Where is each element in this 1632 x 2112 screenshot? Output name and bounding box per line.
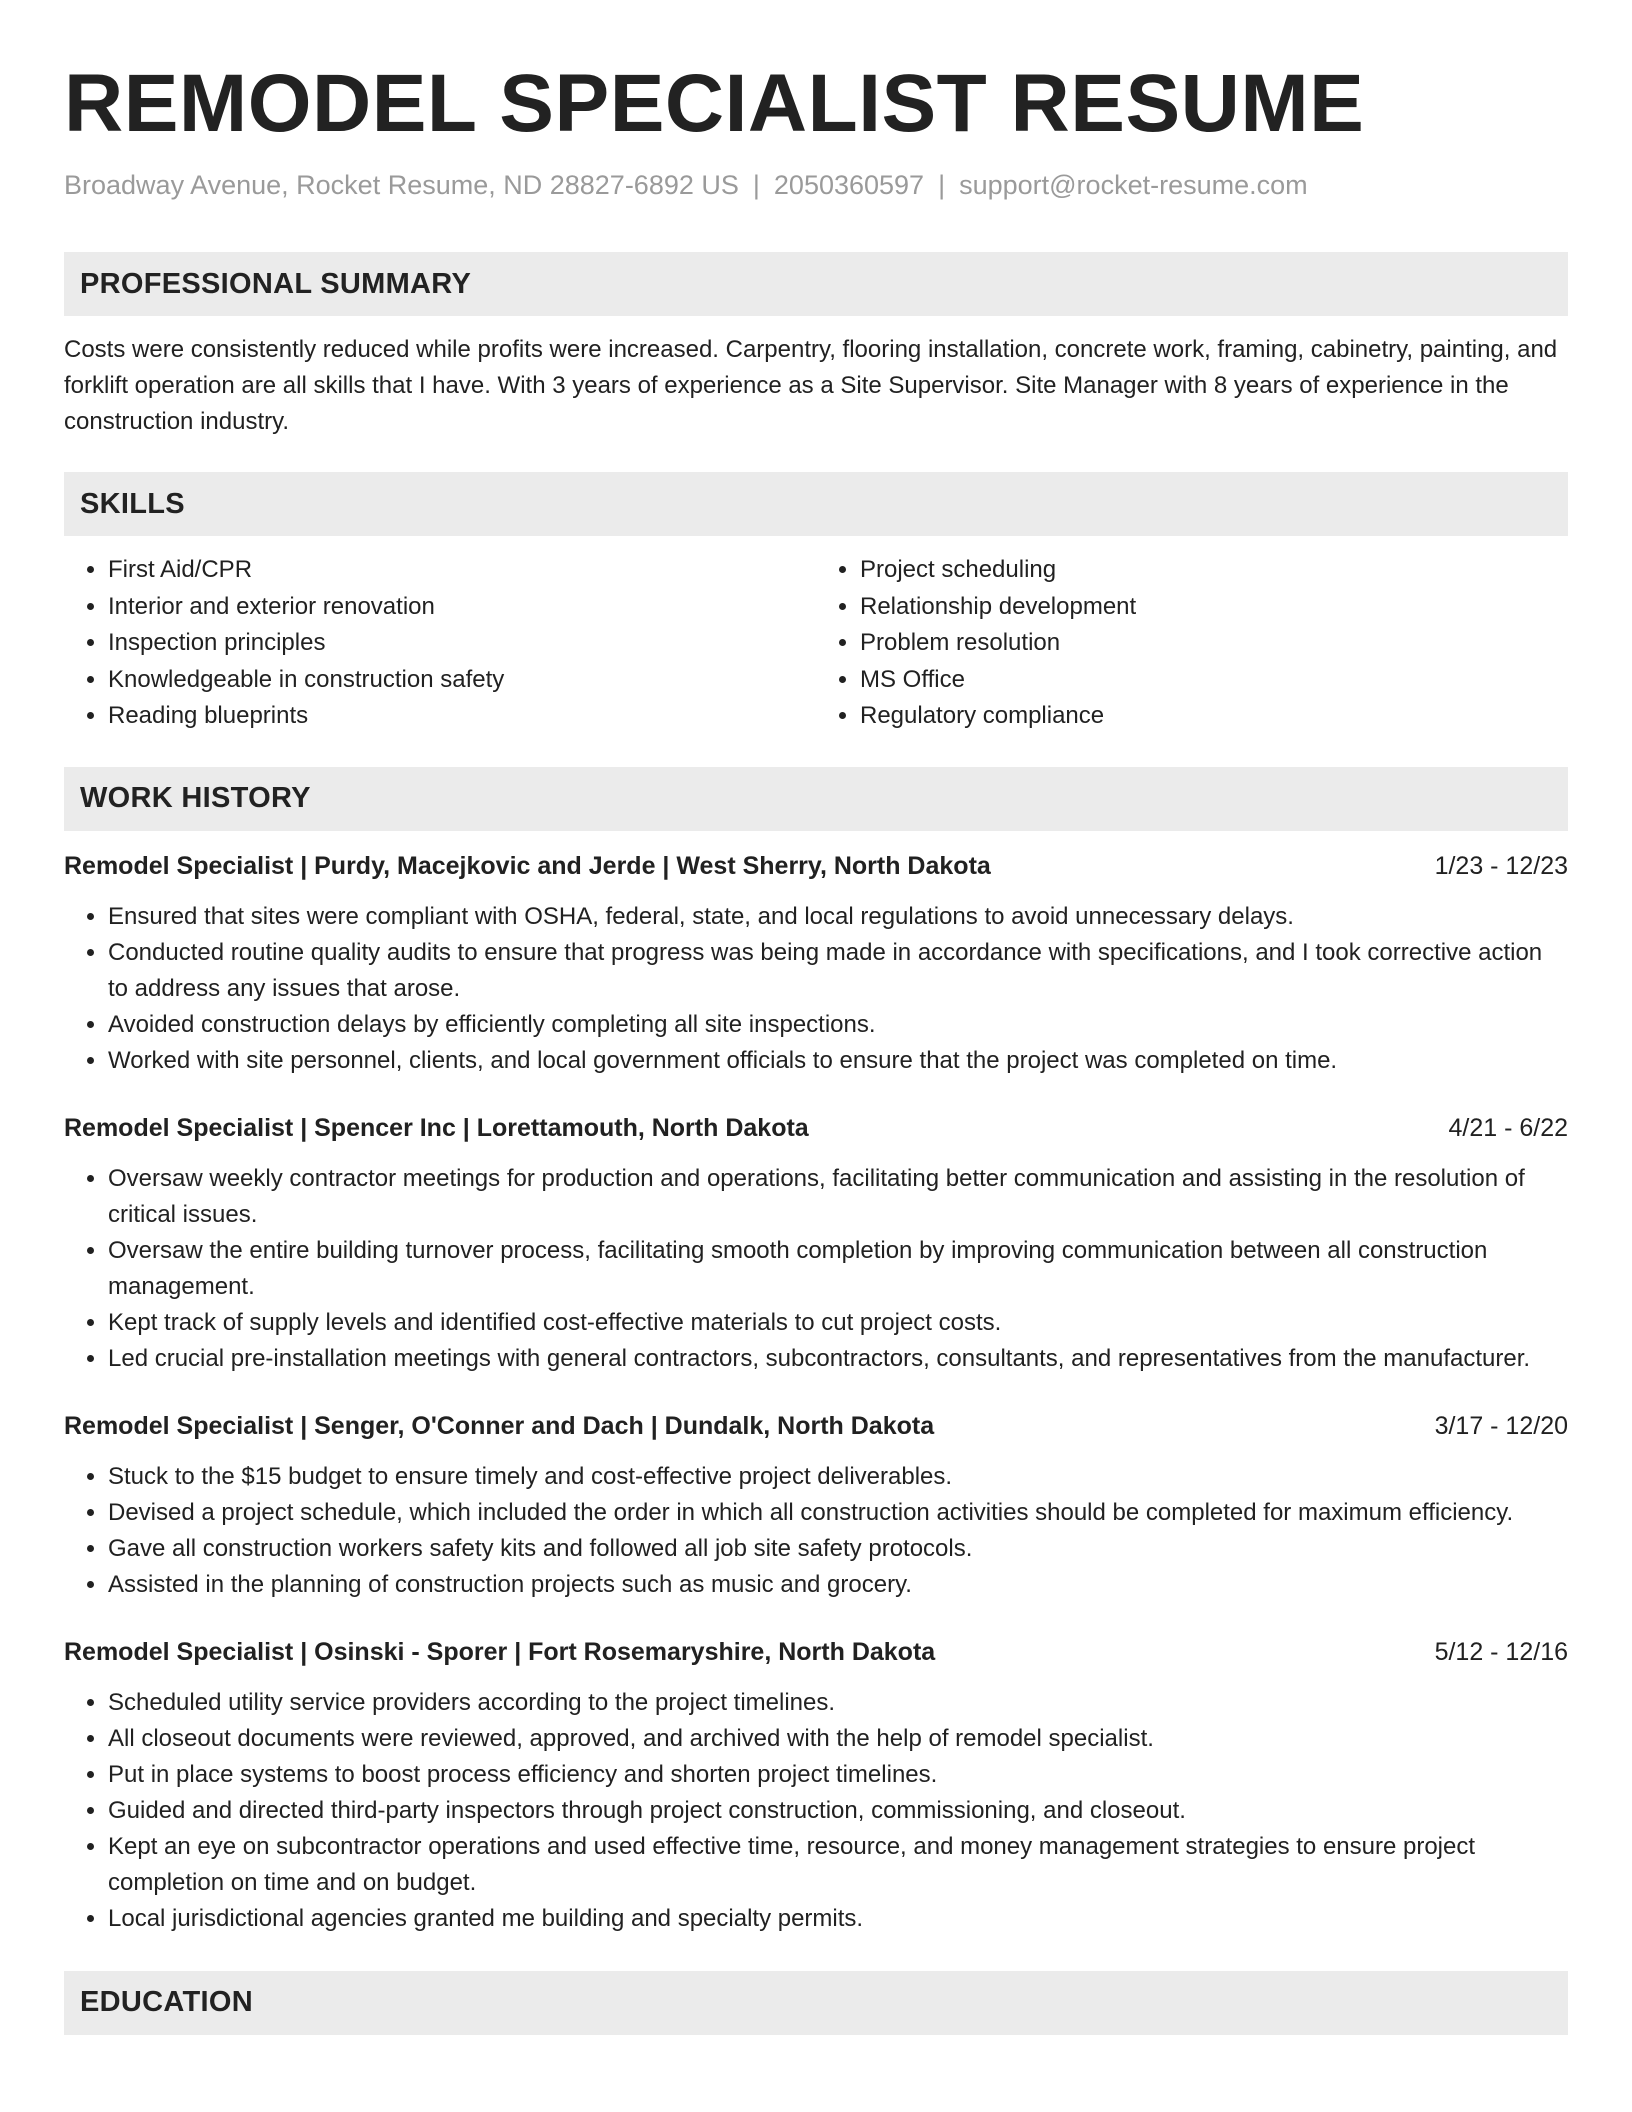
job-bullet: • All closeout documents were reviewed, approved, and archived with the help of remodel specialist. bbox=[108, 1721, 1568, 1757]
skill-item: • First Aid/CPR bbox=[108, 552, 816, 589]
job-bullet: • Ensured that sites were compliant with OSHA, federal, state, and local regulations to avoid unnecessary delays. bbox=[108, 899, 1568, 935]
skill-item: • Project scheduling bbox=[860, 552, 1568, 589]
contact-separator: | bbox=[938, 170, 946, 200]
resume-title: REMODEL SPECIALIST RESUME bbox=[64, 58, 1365, 149]
skill-item: • Relationship development bbox=[860, 589, 1568, 626]
job-bullet: • Gave all construction workers safety kits and followed all job site safety protocols. bbox=[108, 1531, 1568, 1567]
job-dates: 3/17 - 12/20 bbox=[1434, 1411, 1568, 1440]
skills-column-right bbox=[816, 552, 1568, 735]
job-bullet: • Led crucial pre-installation meetings with general contractors, subcontractors, consultants, and representatives from the manufacturer. bbox=[108, 1341, 1568, 1377]
contact-email: support@rocket-resume.com bbox=[959, 170, 1308, 200]
job-bullet: • Avoided construction delays by efficiently completing all site inspections. bbox=[108, 1007, 1568, 1043]
job-bullet: • Stuck to the $15 budget to ensure timely and cost-effective project deliverables. bbox=[108, 1459, 1568, 1495]
skill-item: • Reading blueprints bbox=[108, 698, 816, 735]
job-bullet: • Oversaw the entire building turnover process, facilitating smooth completion by improving communication between all construction management. bbox=[108, 1233, 1568, 1305]
contact-address: Broadway Avenue, Rocket Resume, ND 28827-6892 US bbox=[64, 170, 739, 200]
job-dates: 5/12 - 12/16 bbox=[1434, 1637, 1568, 1666]
skill-item: • MS Office bbox=[860, 662, 1568, 699]
resume-page bbox=[64, 0, 1568, 2035]
job-header bbox=[64, 1111, 1568, 1145]
section-header-skills: SKILLS bbox=[64, 472, 1568, 536]
skill-item: • Inspection principles bbox=[108, 625, 816, 662]
section-header-summary: PROFESSIONAL SUMMARY bbox=[64, 252, 1568, 316]
job-title: Remodel Specialist | Spencer Inc | Lorettamouth, North Dakota bbox=[64, 1113, 809, 1142]
skills-column-left bbox=[64, 552, 816, 735]
job-entry bbox=[64, 1409, 1568, 1603]
job-header bbox=[64, 1635, 1568, 1669]
job-bullet: • Guided and directed third-party inspectors through project construction, commissioning, and closeout. bbox=[108, 1793, 1568, 1829]
job-bullet: • Worked with site personnel, clients, and local government officials to ensure that the project was completed on time. bbox=[108, 1043, 1568, 1079]
job-title: Remodel Specialist | Senger, O'Conner and Dach | Dundalk, North Dakota bbox=[64, 1411, 935, 1440]
job-title: Remodel Specialist | Osinski - Sporer | Fort Rosemaryshire, North Dakota bbox=[64, 1637, 936, 1666]
job-bullet: • Oversaw weekly contractor meetings for production and operations, facilitating better communication and assisting in the resolution of critical issues. bbox=[108, 1161, 1568, 1233]
job-bullet: • Kept track of supply levels and identified cost-effective materials to cut project costs. bbox=[108, 1305, 1568, 1341]
skill-item: • Knowledgeable in construction safety bbox=[108, 662, 816, 699]
job-bullet: • Put in place systems to boost process efficiency and shorten project timelines. bbox=[108, 1757, 1568, 1793]
skill-item: • Interior and exterior renovation bbox=[108, 589, 816, 626]
job-bullet: • Assisted in the planning of construction projects such as music and grocery. bbox=[108, 1567, 1568, 1603]
skills-list bbox=[64, 552, 1568, 735]
job-title: Remodel Specialist | Purdy, Macejkovic and Jerde | West Sherry, North Dakota bbox=[64, 851, 991, 880]
job-dates: 4/21 - 6/22 bbox=[1448, 1113, 1568, 1142]
job-header bbox=[64, 1409, 1568, 1443]
section-header-work-history: WORK HISTORY bbox=[64, 767, 1568, 831]
job-header bbox=[64, 849, 1568, 883]
job-bullet: • Scheduled utility service providers according to the project timelines. bbox=[108, 1685, 1568, 1721]
skill-item: • Regulatory compliance bbox=[860, 698, 1568, 735]
job-bullet: • Kept an eye on subcontractor operations and used effective time, resource, and money management strategies to ensure project completion on time and on budget. bbox=[108, 1829, 1568, 1901]
contact-line bbox=[64, 168, 1568, 202]
summary-text: Costs were consistently reduced while profits were increased. Carpentry, flooring installation, concrete work, framing, cabinetry, painting, and forklift operation are all skills that I have. With 3 years of experience as a Site Supervisor. Site Manager with 8 years of experience in the construction industry. bbox=[64, 336, 1558, 435]
section-header-education: EDUCATION bbox=[64, 1971, 1568, 2035]
job-bullet: • Local jurisdictional agencies granted me building and specialty permits. bbox=[108, 1901, 1568, 1937]
job-bullets bbox=[64, 899, 1568, 1079]
job-bullet: • Devised a project schedule, which included the order in which all construction activities should be completed for maximum efficiency. bbox=[108, 1495, 1568, 1531]
job-bullets bbox=[64, 1459, 1568, 1603]
job-bullets bbox=[64, 1161, 1568, 1377]
contact-phone: 2050360597 bbox=[773, 170, 925, 200]
job-bullets bbox=[64, 1685, 1568, 1937]
skill-item: • Problem resolution bbox=[860, 625, 1568, 662]
job-entry bbox=[64, 849, 1568, 1079]
job-bullet: • Conducted routine quality audits to ensure that progress was being made in accordance with specifications, and I took corrective action to address any issues that arose. bbox=[108, 935, 1568, 1007]
job-entry bbox=[64, 1635, 1568, 1937]
job-entry bbox=[64, 1111, 1568, 1377]
job-dates: 1/23 - 12/23 bbox=[1434, 851, 1568, 880]
contact-separator: | bbox=[752, 170, 760, 200]
